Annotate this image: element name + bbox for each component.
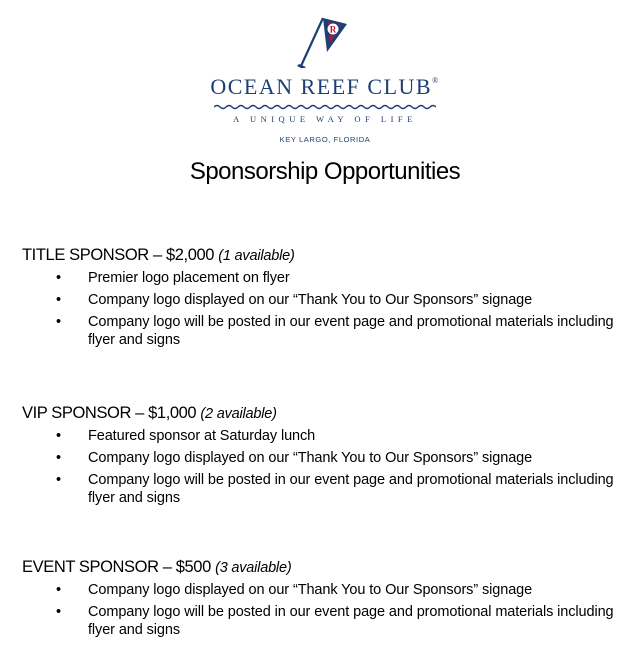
- title-sponsor-section: [22, 245, 636, 353]
- list-item: [22, 471, 636, 507]
- availability-note: (1 available): [218, 248, 295, 264]
- club-name-text: OCEAN REEF CLUB: [210, 74, 433, 99]
- benefit-text: Company logo displayed on our “Thank You to Our Sponsors” signage: [88, 582, 533, 598]
- club-name: [202, 74, 448, 100]
- vip-sponsor-section: [22, 403, 636, 511]
- event-sponsor-section: [22, 557, 636, 643]
- section-heading: [22, 403, 636, 424]
- benefit-list: [22, 427, 636, 507]
- benefit-text: Premier logo placement on flyer: [88, 270, 290, 286]
- club-logo: [202, 0, 448, 152]
- bullet-icon: •: [56, 472, 61, 488]
- sponsor-tier-price: EVENT SPONSOR – $500: [22, 558, 211, 576]
- bullet-icon: •: [56, 428, 61, 444]
- club-tagline: A UNIQUE WAY OF LIFE: [233, 114, 417, 124]
- benefit-text: Featured sponsor at Saturday lunch: [88, 428, 316, 444]
- bullet-icon: •: [56, 604, 61, 620]
- page-title: Sponsorship Opportunities: [189, 158, 461, 185]
- list-item: [22, 427, 636, 445]
- list-item: [22, 449, 636, 467]
- benefit-text: Company logo will be posted in our event page and promotional materials including flyer and signs: [88, 604, 614, 638]
- list-item: [22, 313, 636, 349]
- wave-divider-icon: [214, 103, 436, 111]
- club-location: KEY LARGO, FLORIDA: [279, 135, 371, 144]
- section-heading: [22, 557, 636, 578]
- bullet-icon: •: [56, 292, 61, 308]
- sponsor-tier-price: TITLE SPONSOR – $2,000: [22, 246, 215, 264]
- bullet-icon: •: [56, 450, 61, 466]
- bullet-icon: •: [56, 582, 61, 598]
- availability-note: (2 available): [200, 406, 277, 422]
- benefit-list: [22, 581, 636, 639]
- benefit-text: Company logo displayed on our “Thank You to Our Sponsors” signage: [88, 450, 533, 466]
- section-heading: [22, 245, 636, 266]
- list-item: [22, 291, 636, 309]
- availability-note: (3 available): [215, 560, 292, 576]
- benefit-text: Company logo displayed on our “Thank You to Our Sponsors” signage: [88, 292, 533, 308]
- bullet-icon: •: [56, 314, 61, 330]
- bullet-icon: •: [56, 270, 61, 286]
- benefit-text: Company logo will be posted in our event page and promotional materials including flyer and signs: [88, 472, 614, 506]
- list-item: [22, 603, 636, 639]
- pennant-flag-icon: [297, 12, 349, 68]
- registered-mark: ®: [432, 76, 440, 85]
- list-item: [22, 581, 636, 599]
- sponsor-tier-price: VIP SPONSOR – $1,000: [22, 404, 197, 422]
- benefit-text: Company logo will be posted in our event page and promotional materials including flyer and signs: [88, 314, 614, 348]
- benefit-list: [22, 269, 636, 349]
- list-item: [22, 269, 636, 287]
- pennant-letter: R: [329, 24, 337, 35]
